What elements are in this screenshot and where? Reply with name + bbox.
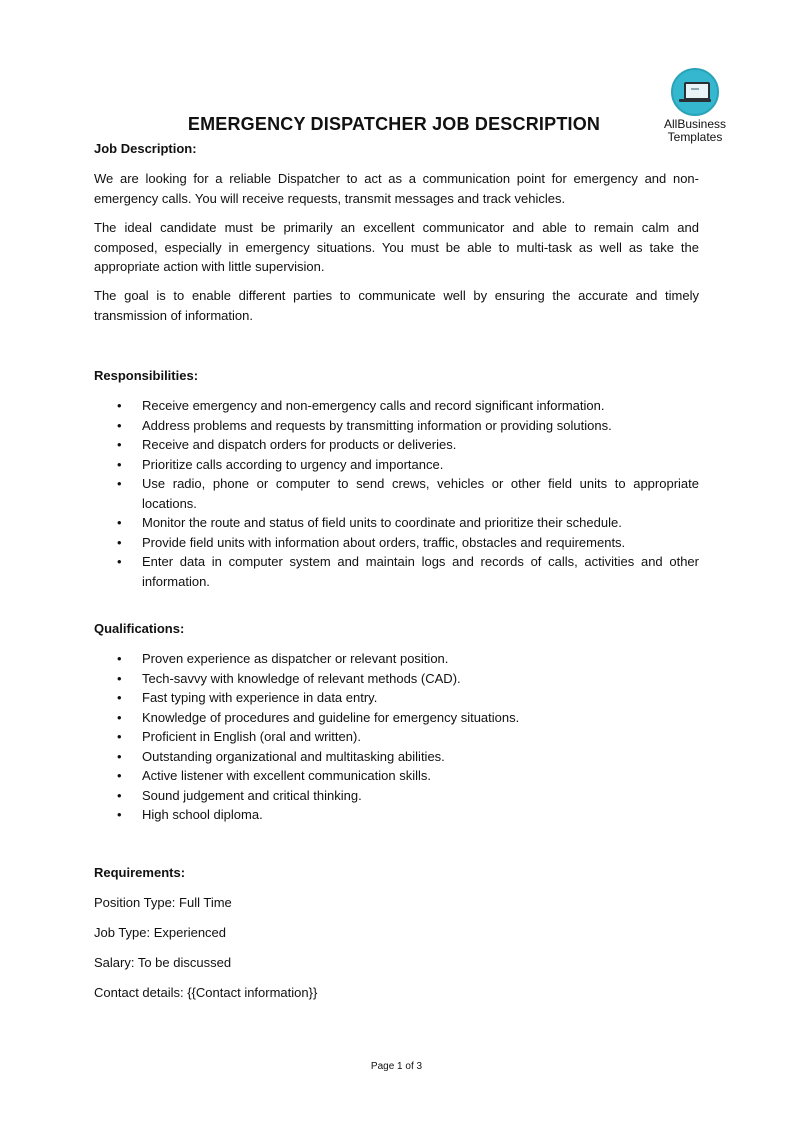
requirement-contact-block xyxy=(94,983,699,1003)
requirement-position-type-block xyxy=(94,893,699,913)
list-item: • Receive emergency and non-emergency calls and record significant information. xyxy=(94,396,699,416)
qualifications-list-block xyxy=(94,649,699,825)
job-description-paragraph-3-block xyxy=(94,286,699,325)
list-item: • Receive and dispatch orders for products or deliveries. xyxy=(94,435,699,455)
requirement-line: Salary: To be discussed xyxy=(94,955,232,970)
list-item: • Sound judgement and critical thinking. xyxy=(94,786,699,806)
list-item: • Provide field units with information about orders, traffic, obstacles and requirements. xyxy=(94,533,699,553)
responsibilities-heading-block xyxy=(94,366,699,386)
list-item: • Enter data in computer system and maintain logs and records of calls, activities and other information. xyxy=(94,552,699,591)
job-description-paragraph-1-block xyxy=(94,169,699,208)
responsibilities-heading: Responsibilities: xyxy=(94,368,199,383)
list-item: • Tech-savvy with knowledge of relevant methods (CAD). xyxy=(94,669,699,689)
logo-line-2: Templates xyxy=(667,130,723,144)
list-item: • High school diploma. xyxy=(94,805,699,825)
job-description-heading: Job Description: xyxy=(94,141,197,156)
requirement-salary-block xyxy=(94,953,699,973)
requirement-line: Contact details: {{Contact information}} xyxy=(94,985,318,1000)
list-item: • Knowledge of procedures and guideline for emergency situations. xyxy=(94,708,699,728)
list-item: • Outstanding organizational and multitasking abilities. xyxy=(94,747,699,767)
requirements-heading: Requirements: xyxy=(94,865,186,880)
requirement-line: Job Type: Experienced xyxy=(94,925,227,940)
qualifications-heading: Qualifications: xyxy=(94,621,185,636)
laptop-icon xyxy=(671,68,719,116)
list-item: • Use radio, phone or computer to send crews, vehicles or other field units to appropriate locations. xyxy=(94,474,699,513)
page-number: Page 1 of 3 xyxy=(370,1061,423,1072)
responsibilities-list xyxy=(94,396,699,591)
qualifications-heading-block xyxy=(94,619,699,639)
requirements-heading-block xyxy=(94,863,699,883)
responsibilities-list-block xyxy=(94,396,699,591)
job-description-paragraph-2-block xyxy=(94,218,699,277)
list-item: • Proficient in English (oral and written). xyxy=(94,727,699,747)
job-description-section xyxy=(94,139,699,159)
list-item: • Address problems and requests by transmitting information or providing solutions. xyxy=(94,416,699,436)
list-item: • Fast typing with experience in data entry. xyxy=(94,688,699,708)
document-title: EMERGENCY DISPATCHER JOB DESCRIPTION xyxy=(187,114,601,134)
list-item: • Active listener with excellent communication skills. xyxy=(94,766,699,786)
job-description-paragraph: The ideal candidate must be primarily an excellent communicator and able to remain calm and composed, especially in emergency situations. You must be able to multi-task as well as take the appropriate action with little supervision. xyxy=(94,220,699,274)
job-description-paragraph: We are looking for a reliable Dispatcher to act as a communication point for emergency and non-emergency calls. You will receive requests, transmit messages and track vehicles. xyxy=(94,171,699,206)
qualifications-list xyxy=(94,649,699,825)
requirement-line: Position Type: Full Time xyxy=(94,895,232,910)
list-item: • Monitor the route and status of field units to coordinate and prioritize their schedule. xyxy=(94,513,699,533)
logo-line-1: AllBusiness xyxy=(663,117,727,131)
list-item: • Prioritize calls according to urgency and importance. xyxy=(94,455,699,475)
requirement-job-type-block xyxy=(94,923,699,943)
job-description-paragraph: The goal is to enable different parties to communicate well by ensuring the accurate and timely transmission of information. xyxy=(94,288,699,323)
list-item: • Proven experience as dispatcher or relevant position. xyxy=(94,649,699,669)
